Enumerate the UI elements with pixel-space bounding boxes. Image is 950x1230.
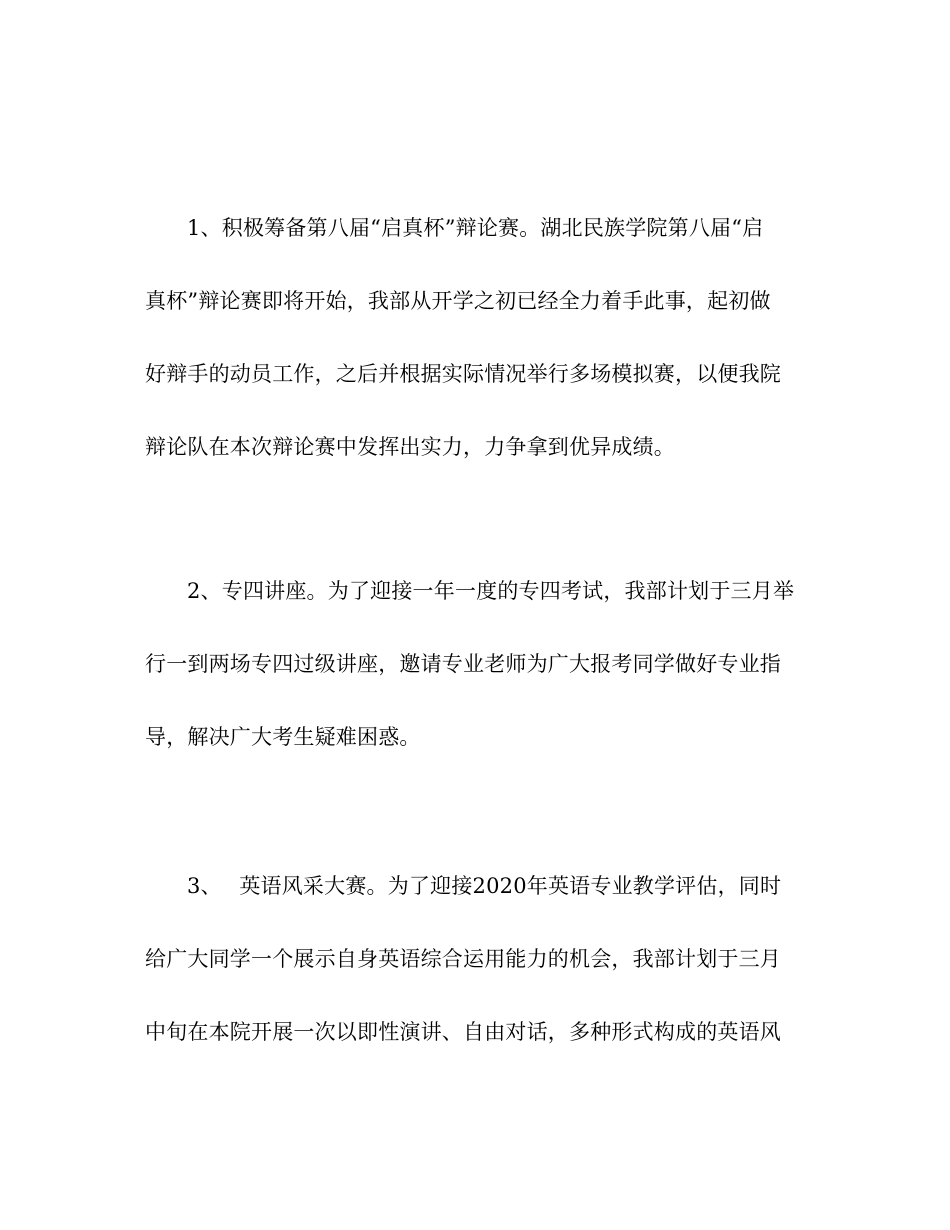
paragraph-line: 给广大同学一个展示自身英语综合运用能力的机会，我部计划于三月	[145, 947, 781, 971]
paragraph-line: 3、 英语风采大赛。为了迎接2020年英语专业教学评估，同时	[187, 874, 782, 898]
paragraph-line: 好辩手的动员工作，之后并根据实际情况举行多场模拟赛，以便我院	[145, 362, 781, 386]
paragraph-line: 2、专四讲座。为了迎接一年一度的专四考试，我部计划于三月举	[187, 579, 795, 603]
paragraph-line: 导，解决广大考生疑难困惑。	[145, 725, 421, 749]
paragraph-line: 辩论队在本次辩论赛中发挥出实力，力争拿到优异成绩。	[145, 435, 675, 459]
paragraph-line: 真杯”辩论赛即将开始，我部从开学之初已经全力着手此事，起初做	[145, 289, 771, 313]
paragraph-line: 行一到两场专四过级讲座，邀请专业老师为广大报考同学做好专业指	[145, 652, 781, 676]
paragraph-line: 中旬在本院开展一次以即性演讲、自由对话，多种形式构成的英语风	[145, 1020, 781, 1044]
paragraph-line: 1、积极筹备第八届“启真杯”辩论赛。湖北民族学院第八届“启	[187, 216, 764, 240]
